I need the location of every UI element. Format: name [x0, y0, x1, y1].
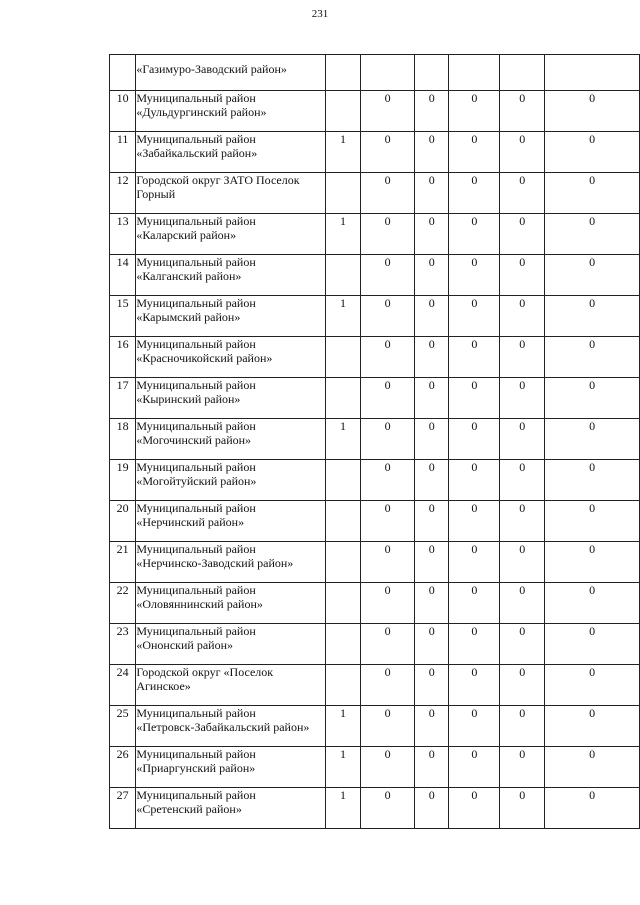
- row-number: 13: [110, 214, 136, 255]
- value-cell: 0: [361, 378, 415, 419]
- value-cell: 0: [500, 665, 545, 706]
- value-cell: 0: [500, 788, 545, 829]
- municipality-name-line: Муниципальный район: [136, 378, 256, 392]
- value-cell: 0: [545, 255, 640, 296]
- row-number: 12: [110, 173, 136, 214]
- value-cell: 0: [449, 419, 500, 460]
- value-cell: [325, 624, 361, 665]
- value-cell: 0: [414, 214, 449, 255]
- value-cell: 0: [449, 542, 500, 583]
- value-cell: 0: [500, 747, 545, 788]
- value-cell: [361, 55, 415, 91]
- value-cell: 0: [449, 214, 500, 255]
- municipality-name: [136, 337, 325, 378]
- table-row: [110, 747, 640, 788]
- row-number: 26: [110, 747, 136, 788]
- value-cell: [325, 378, 361, 419]
- value-cell: 0: [545, 706, 640, 747]
- value-cell: 0: [449, 378, 500, 419]
- value-cell: 0: [500, 173, 545, 214]
- value-cell: 0: [545, 214, 640, 255]
- value-cell: 0: [414, 624, 449, 665]
- row-number: 18: [110, 419, 136, 460]
- value-cell: 0: [361, 747, 415, 788]
- municipality-name-line: «Забайкальский район»: [136, 146, 258, 160]
- value-cell: [325, 583, 361, 624]
- value-cell: [325, 55, 361, 91]
- value-cell: [325, 665, 361, 706]
- municipality-name: [136, 706, 325, 747]
- value-cell: 0: [449, 747, 500, 788]
- municipality-name-line: «Карымский район»: [136, 310, 241, 324]
- table-row: [110, 583, 640, 624]
- value-cell: 0: [361, 460, 415, 501]
- value-cell: 0: [361, 706, 415, 747]
- municipality-name-line: «Ононский район»: [136, 638, 234, 652]
- value-cell: 0: [361, 214, 415, 255]
- value-cell: 0: [500, 214, 545, 255]
- value-cell: 0: [500, 255, 545, 296]
- value-cell: [449, 55, 500, 91]
- value-cell: 0: [545, 624, 640, 665]
- municipality-name: [136, 460, 325, 501]
- value-cell: 0: [545, 337, 640, 378]
- municipality-name-line: Городской округ «Поселок: [136, 665, 274, 679]
- table-row: [110, 706, 640, 747]
- municipality-name-line: Муниципальный район: [136, 624, 256, 638]
- value-cell: 0: [449, 296, 500, 337]
- value-cell: 0: [545, 173, 640, 214]
- value-cell: 0: [361, 419, 415, 460]
- value-cell: 1: [325, 296, 361, 337]
- table-row: [110, 91, 640, 132]
- table-row: [110, 460, 640, 501]
- value-cell: 0: [414, 501, 449, 542]
- value-cell: 0: [414, 419, 449, 460]
- row-number: 23: [110, 624, 136, 665]
- table-row: [110, 788, 640, 829]
- municipality-name: [136, 665, 325, 706]
- municipality-name-line: Горный: [136, 187, 176, 201]
- value-cell: 0: [545, 788, 640, 829]
- value-cell: 0: [449, 460, 500, 501]
- value-cell: 1: [325, 419, 361, 460]
- value-cell: 0: [545, 419, 640, 460]
- table-row: [110, 665, 640, 706]
- value-cell: 0: [500, 132, 545, 173]
- value-cell: 0: [414, 132, 449, 173]
- value-cell: 0: [414, 542, 449, 583]
- value-cell: 0: [361, 624, 415, 665]
- value-cell: 0: [414, 460, 449, 501]
- value-cell: 0: [545, 583, 640, 624]
- value-cell: 0: [545, 296, 640, 337]
- value-cell: 0: [414, 378, 449, 419]
- value-cell: 1: [325, 214, 361, 255]
- municipality-name-line: Муниципальный район: [136, 419, 256, 433]
- municipality-name: [136, 419, 325, 460]
- value-cell: [325, 173, 361, 214]
- table-row: [110, 337, 640, 378]
- municipality-name: [136, 788, 325, 829]
- value-cell: 0: [545, 747, 640, 788]
- municipality-name-line: «Дульдургинский район»: [136, 105, 267, 119]
- value-cell: 0: [414, 91, 449, 132]
- municipality-name-line: «Каларский район»: [136, 228, 237, 242]
- value-cell: [325, 542, 361, 583]
- municipality-name: [136, 542, 325, 583]
- municipality-name-line: «Красночикойский район»: [136, 351, 273, 365]
- value-cell: 0: [500, 91, 545, 132]
- table-row: [110, 255, 640, 296]
- municipality-name-line: «Нерчинско-Заводский район»: [136, 556, 294, 570]
- municipality-name: [136, 378, 325, 419]
- value-cell: 0: [449, 624, 500, 665]
- value-cell: 0: [361, 583, 415, 624]
- value-cell: 0: [449, 501, 500, 542]
- value-cell: 1: [325, 132, 361, 173]
- value-cell: 0: [449, 583, 500, 624]
- table-row: [110, 173, 640, 214]
- value-cell: 0: [545, 542, 640, 583]
- value-cell: 0: [500, 542, 545, 583]
- value-cell: 0: [545, 91, 640, 132]
- municipality-name: [136, 296, 325, 337]
- municipality-name-line: Муниципальный район: [136, 542, 256, 556]
- value-cell: 0: [449, 337, 500, 378]
- data-table: [109, 54, 640, 829]
- page-number: 231: [311, 8, 329, 20]
- value-cell: 0: [361, 337, 415, 378]
- row-number: 19: [110, 460, 136, 501]
- municipality-name: [136, 624, 325, 665]
- municipality-name-line: «Могочинский район»: [136, 433, 252, 447]
- municipality-name-line: «Сретенский район»: [136, 802, 242, 816]
- municipality-name-line: Муниципальный район: [136, 501, 256, 515]
- table-row: [110, 132, 640, 173]
- municipality-name: [136, 214, 325, 255]
- table-row: [110, 214, 640, 255]
- value-cell: 0: [449, 132, 500, 173]
- value-cell: 0: [414, 706, 449, 747]
- value-cell: [325, 501, 361, 542]
- value-cell: 0: [500, 337, 545, 378]
- row-number: 21: [110, 542, 136, 583]
- value-cell: 0: [545, 460, 640, 501]
- table-row: [110, 624, 640, 665]
- value-cell: 0: [500, 378, 545, 419]
- value-cell: 0: [361, 542, 415, 583]
- row-number: 25: [110, 706, 136, 747]
- value-cell: 0: [361, 255, 415, 296]
- value-cell: 0: [361, 665, 415, 706]
- municipality-name-line: Муниципальный район: [136, 788, 256, 802]
- municipality-name: [136, 747, 325, 788]
- municipality-name: [136, 55, 325, 91]
- municipality-name-line: Агинское»: [136, 679, 191, 693]
- value-cell: 0: [361, 173, 415, 214]
- municipality-name-line: Муниципальный район: [136, 583, 256, 597]
- municipality-name-line: Городской округ ЗАТО Поселок: [136, 173, 300, 187]
- value-cell: [500, 55, 545, 91]
- value-cell: 0: [449, 255, 500, 296]
- municipality-name: [136, 255, 325, 296]
- value-cell: 0: [500, 419, 545, 460]
- value-cell: 0: [500, 706, 545, 747]
- municipality-name: [136, 501, 325, 542]
- municipality-name-line: «Могойтуйский район»: [136, 474, 257, 488]
- value-cell: 1: [325, 788, 361, 829]
- municipality-name-line: «Нерчинский район»: [136, 515, 245, 529]
- municipality-name-line: «Газимуро-Заводский район»: [136, 62, 287, 76]
- table-row: [110, 378, 640, 419]
- municipality-name-line: Муниципальный район: [136, 214, 256, 228]
- municipality-name-line: Муниципальный район: [136, 255, 256, 269]
- value-cell: 0: [449, 706, 500, 747]
- value-cell: 0: [500, 296, 545, 337]
- value-cell: 0: [414, 296, 449, 337]
- municipality-name-line: «Калганский район»: [136, 269, 242, 283]
- row-number: 24: [110, 665, 136, 706]
- value-cell: [325, 460, 361, 501]
- value-cell: 0: [414, 173, 449, 214]
- value-cell: 0: [545, 378, 640, 419]
- row-number: 16: [110, 337, 136, 378]
- value-cell: 1: [325, 706, 361, 747]
- value-cell: 0: [545, 132, 640, 173]
- municipality-name: [136, 173, 325, 214]
- table-row: [110, 296, 640, 337]
- municipality-name: [136, 91, 325, 132]
- value-cell: 0: [500, 624, 545, 665]
- row-number: 15: [110, 296, 136, 337]
- value-cell: 0: [414, 665, 449, 706]
- value-cell: 0: [414, 747, 449, 788]
- municipality-name-line: Муниципальный район: [136, 296, 256, 310]
- municipality-name-line: Муниципальный район: [136, 460, 256, 474]
- value-cell: 0: [545, 665, 640, 706]
- municipality-name-line: Муниципальный район: [136, 337, 256, 351]
- value-cell: 0: [361, 501, 415, 542]
- row-number: 10: [110, 91, 136, 132]
- value-cell: 0: [449, 665, 500, 706]
- value-cell: [545, 55, 640, 91]
- municipality-name-line: Муниципальный район: [136, 706, 256, 720]
- row-number: 22: [110, 583, 136, 624]
- value-cell: 0: [361, 296, 415, 337]
- municipality-name-line: «Оловяннинский район»: [136, 597, 263, 611]
- municipality-name-line: «Приаргунский район»: [136, 761, 256, 775]
- value-cell: 0: [545, 501, 640, 542]
- municipality-name: [136, 132, 325, 173]
- value-cell: [325, 337, 361, 378]
- value-cell: [414, 55, 449, 91]
- municipality-name: [136, 583, 325, 624]
- value-cell: [325, 91, 361, 132]
- row-number: 20: [110, 501, 136, 542]
- municipality-name-line: «Кыринский район»: [136, 392, 241, 406]
- table-body: [110, 55, 640, 829]
- value-cell: 0: [361, 132, 415, 173]
- value-cell: 0: [414, 337, 449, 378]
- value-cell: 0: [449, 173, 500, 214]
- table-row: [110, 55, 640, 91]
- value-cell: 0: [361, 788, 415, 829]
- municipality-name-line: Муниципальный район: [136, 747, 256, 761]
- value-cell: 0: [500, 460, 545, 501]
- value-cell: 0: [414, 788, 449, 829]
- value-cell: 0: [449, 788, 500, 829]
- value-cell: 0: [500, 583, 545, 624]
- value-cell: 0: [500, 501, 545, 542]
- table-row: [110, 501, 640, 542]
- value-cell: 0: [361, 91, 415, 132]
- row-number: 27: [110, 788, 136, 829]
- row-number: 17: [110, 378, 136, 419]
- municipality-name-line: Муниципальный район: [136, 91, 256, 105]
- value-cell: 0: [414, 255, 449, 296]
- value-cell: 0: [449, 91, 500, 132]
- table-row: [110, 419, 640, 460]
- table-row: [110, 542, 640, 583]
- municipality-name-line: Муниципальный район: [136, 132, 256, 146]
- row-number: [110, 55, 136, 91]
- municipality-name-line: «Петровск-Забайкальский район»: [136, 720, 310, 734]
- row-number: 11: [110, 132, 136, 173]
- value-cell: 1: [325, 747, 361, 788]
- row-number: 14: [110, 255, 136, 296]
- value-cell: [325, 255, 361, 296]
- value-cell: 0: [414, 583, 449, 624]
